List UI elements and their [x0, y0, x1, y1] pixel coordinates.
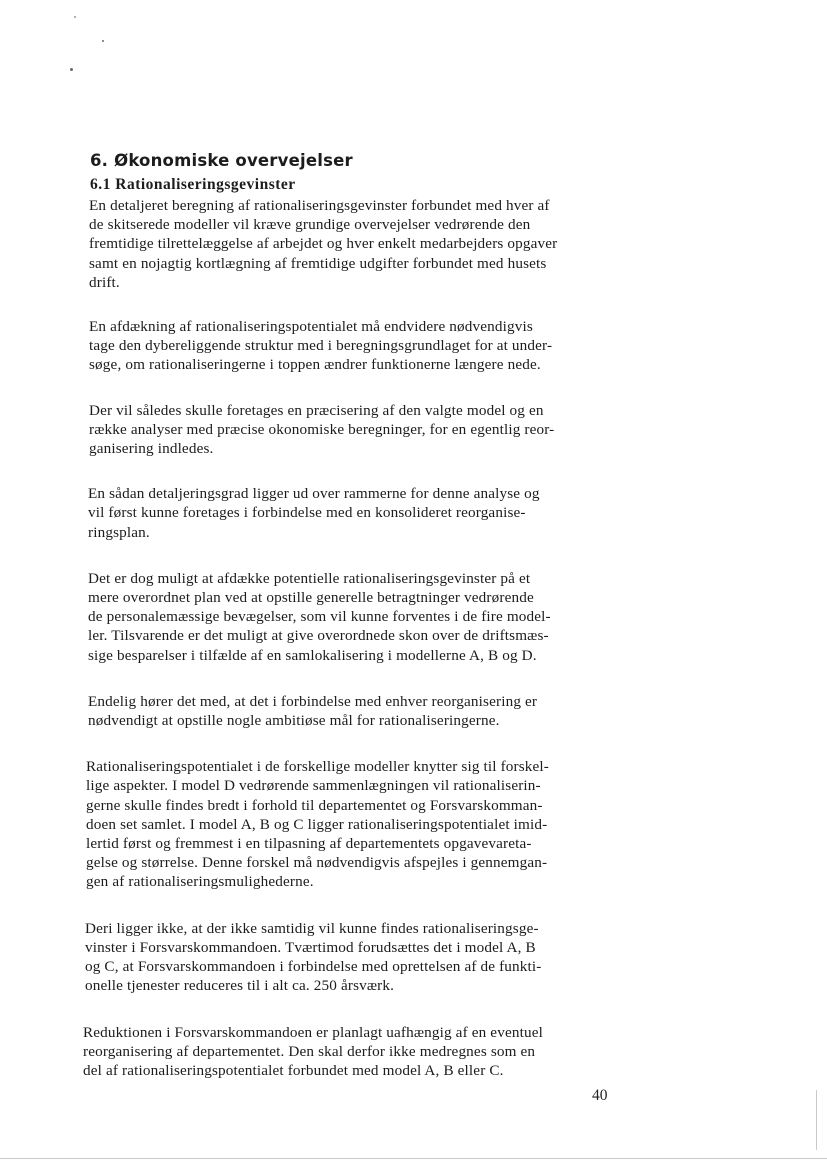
text-line: lige aspekter. I model D vedrørende sammenlægningen vil rationaliserin-: [86, 777, 541, 795]
scan-edge: [816, 1090, 817, 1150]
scan-speck: [102, 40, 104, 42]
section-heading: 6.1 Rationaliseringsgevinster: [90, 176, 296, 193]
scan-speck: [74, 16, 76, 18]
text-line: mere overordnet plan ved at opstille generelle betragtninger vedrørende: [88, 589, 534, 607]
scan-edge: [0, 1158, 827, 1159]
text-line: ringsplan.: [88, 523, 150, 541]
text-line: Endelig hører det med, at det i forbindelse med enhver reorganisering er: [88, 692, 538, 710]
chapter-heading: 6. Økonomiske overvejelser: [90, 151, 353, 170]
text-line: nødvendigt at opstille nogle ambitiøse mål for rationaliseringerne.: [88, 712, 500, 730]
text-line: Deri ligger ikke, at der ikke samtidig vil kunne findes rationaliseringsge-: [85, 919, 539, 937]
text-line: vinster i Forsvarskommandoen. Tværtimod forudsættes det i model A, B: [85, 938, 536, 956]
text-line: tage den dybereliggende struktur med i beregningsgrundlaget for at under-: [89, 337, 553, 355]
scan-speck: [70, 68, 73, 71]
paragraph: [88, 692, 625, 730]
text-line: onelle tjenester reduceres til i alt ca. 250 årsværk.: [85, 977, 395, 995]
text-line: gerne skulle findes bredt i forhold til departementet og Forsvarskomman-: [86, 796, 543, 814]
text-line: doen set samlet. I model A, B og C ligger rationaliseringspotentialet imid-: [86, 815, 548, 833]
text-line: vil først kunne foretages i forbindelse med en konsolideret reorganise-: [88, 504, 526, 522]
text-line: de personalemæssige bevægelser, som vil kunne forventes i de fire model-: [88, 608, 551, 626]
text-line: de skitserede modeller vil kræve grundige overvejelser vedrørende den: [89, 216, 531, 234]
text-line: Der vil således skulle foretages en præcisering af den valgte model og en: [89, 401, 544, 419]
text-line: ganisering indledes.: [89, 440, 214, 458]
paragraph: [88, 484, 625, 542]
document-body: [80, 150, 625, 1080]
text-line: samt en nojagtig kortlægning af fremtidige udgifter forbundet med husets: [89, 254, 547, 272]
text-line: En afdækning af rationaliseringspotentialet må endvidere nødvendigvis: [89, 318, 533, 336]
paragraph: [89, 401, 625, 459]
text-line: fremtidige tilrettelæggelse af arbejdet og hver enkelt medarbejders opgaver: [89, 235, 558, 253]
text-line: lertid først og fremmest i en tilpasning af departementets opgavevareta-: [86, 835, 532, 853]
text-line: reorganisering af departementet. Den skal derfor ikke medregnes som en: [83, 1042, 536, 1060]
text-line: Det er dog muligt at afdække potentielle rationaliseringsgevinster på et: [88, 569, 531, 587]
paragraph: [88, 569, 625, 665]
text-line: gen af rationaliseringsmulighederne.: [86, 873, 314, 891]
text-line: En sådan detaljeringsgrad ligger ud over rammerne for denne analyse og: [88, 485, 540, 503]
text-line: sige besparelser i tilfælde af en samlokalisering i modellerne A, B og D.: [88, 646, 537, 664]
text-line: Reduktionen i Forsvarskommandoen er planlagt uafhængig af en eventuel: [83, 1023, 543, 1041]
text-line: og C, at Forsvarskommandoen i forbindelse med oprettelsen af de funkti-: [85, 958, 542, 976]
text-line: del af rationaliseringspotentialet forbundet med model A, B eller C.: [83, 1061, 504, 1079]
page-number: 40: [592, 1087, 608, 1104]
text-line: En detaljeret beregning af rationaliseringsgevinster forbundet med hver af: [89, 197, 550, 214]
paragraph: [89, 317, 625, 375]
text-line: søge, om rationaliseringerne i toppen ændrer funktionerne længere nede.: [89, 356, 541, 374]
paragraph: [83, 1023, 625, 1081]
text-line: drift.: [89, 273, 120, 291]
text-line: ler. Tilsvarende er det muligt at give overordnede skon over de driftsmæs-: [88, 627, 549, 645]
paragraph: [89, 196, 625, 292]
text-line: Rationaliseringspotentialet i de forskellige modeller knytter sig til forskel-: [86, 758, 549, 776]
paragraph: [85, 919, 625, 996]
text-line: gelse og størrelse. Denne forskel må nødvendigvis afspejles i gennemgan-: [86, 854, 548, 872]
text-line: række analyser med præcise okonomiske beregninger, for en egentlig reor-: [89, 420, 555, 438]
paragraph: [86, 757, 625, 891]
